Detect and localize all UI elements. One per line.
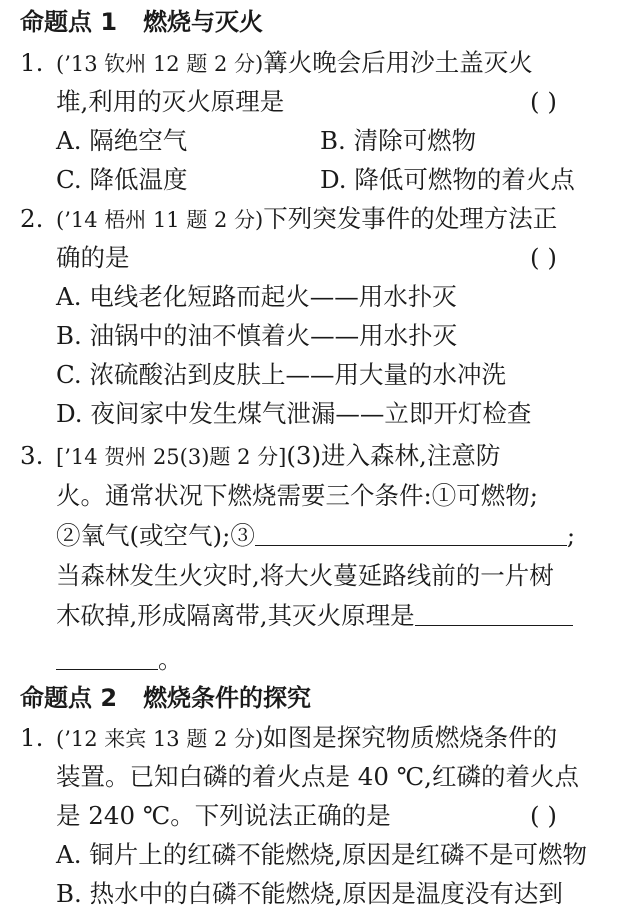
- question-stem: ;: [566, 521, 576, 550]
- answer-paren: ( ): [530, 801, 557, 830]
- question-stem: 木砍掉,形成隔离带,其灭火原理是: [56, 601, 415, 630]
- question-1-line-1: [20, 45, 533, 82]
- answer-paren: ( ): [530, 87, 557, 116]
- section-heading-1: [20, 4, 263, 40]
- option-d: D. 降低可燃物的着火点: [320, 165, 575, 194]
- question-3-line-5: [56, 598, 573, 634]
- answer-paren: ( ): [530, 243, 557, 272]
- question-number: 3.: [20, 441, 44, 470]
- answer-blank[interactable]: [56, 645, 158, 670]
- question-4-line-2: 装置。已知白磷的着火点是 40 ℃,红磷的着火点: [56, 762, 579, 791]
- question-stem: 下列突发事件的处理方法正: [263, 204, 558, 233]
- question-source: [’14 贺州 25(3)题 2 分]: [56, 445, 287, 469]
- question-3-line-4: 当森林发生火灾时,将大火蔓延路线前的一片树: [56, 561, 554, 590]
- question-3-line-6: [56, 642, 183, 678]
- section-number: 命题点 2: [20, 684, 118, 712]
- question-4-line-1: [20, 720, 557, 757]
- question-2-line-2: 确的是: [56, 243, 130, 272]
- question-stem: ②氧气(或空气);③: [56, 521, 255, 550]
- question-2-line-1: [20, 201, 557, 238]
- option-a: A. 铜片上的红磷不能燃烧,原因是红磷不是可燃物: [56, 840, 588, 869]
- section-number: 命题点 1: [20, 8, 118, 36]
- section-title: 燃烧条件的探究: [143, 684, 312, 712]
- question-stem: 如图是探究物质燃烧条件的: [263, 723, 558, 752]
- question-number: 1.: [20, 48, 44, 77]
- option-b: B. 清除可燃物: [320, 126, 477, 155]
- answer-blank[interactable]: [255, 521, 567, 546]
- question-stem: 篝火晚会后用沙土盖灭火: [263, 48, 533, 77]
- question-1-line-2: 堆,利用的灭火原理是: [56, 87, 285, 116]
- option-c: C. 降低温度: [56, 165, 188, 194]
- question-number: 2.: [20, 204, 44, 233]
- option-b: B. 热水中的白磷不能燃烧,原因是温度没有达到: [56, 879, 563, 908]
- question-4-line-3: 是 240 ℃。下列说法正确的是: [56, 801, 391, 830]
- question-source: (’13 钦州 12 题 2 分): [56, 52, 264, 76]
- section-heading-2: [20, 680, 311, 716]
- section-title: 燃烧与灭火: [143, 8, 264, 36]
- question-stem: (3)进入森林,注意防: [286, 441, 501, 470]
- question-stem: 。: [158, 645, 183, 674]
- question-3-line-3: [56, 518, 575, 554]
- answer-blank[interactable]: [415, 601, 573, 626]
- option-a: A. 电线老化短路而起火——用水扑灭: [56, 282, 457, 311]
- question-source: (’14 梧州 11 题 2 分): [56, 208, 264, 232]
- question-number: 1.: [20, 723, 44, 752]
- option-c: C. 浓硫酸沾到皮肤上——用大量的水冲洗: [56, 360, 506, 389]
- option-d: D. 夜间家中发生煤气泄漏——立即开灯检查: [56, 399, 532, 428]
- question-3-line-2: 火。通常状况下燃烧需要三个条件:①可燃物;: [56, 481, 539, 510]
- option-a: A. 隔绝空气: [56, 126, 188, 155]
- question-3-line-1: [20, 438, 500, 475]
- question-source: (’12 来宾 13 题 2 分): [56, 727, 264, 751]
- option-b: B. 油锅中的油不慎着火——用水扑灭: [56, 321, 458, 350]
